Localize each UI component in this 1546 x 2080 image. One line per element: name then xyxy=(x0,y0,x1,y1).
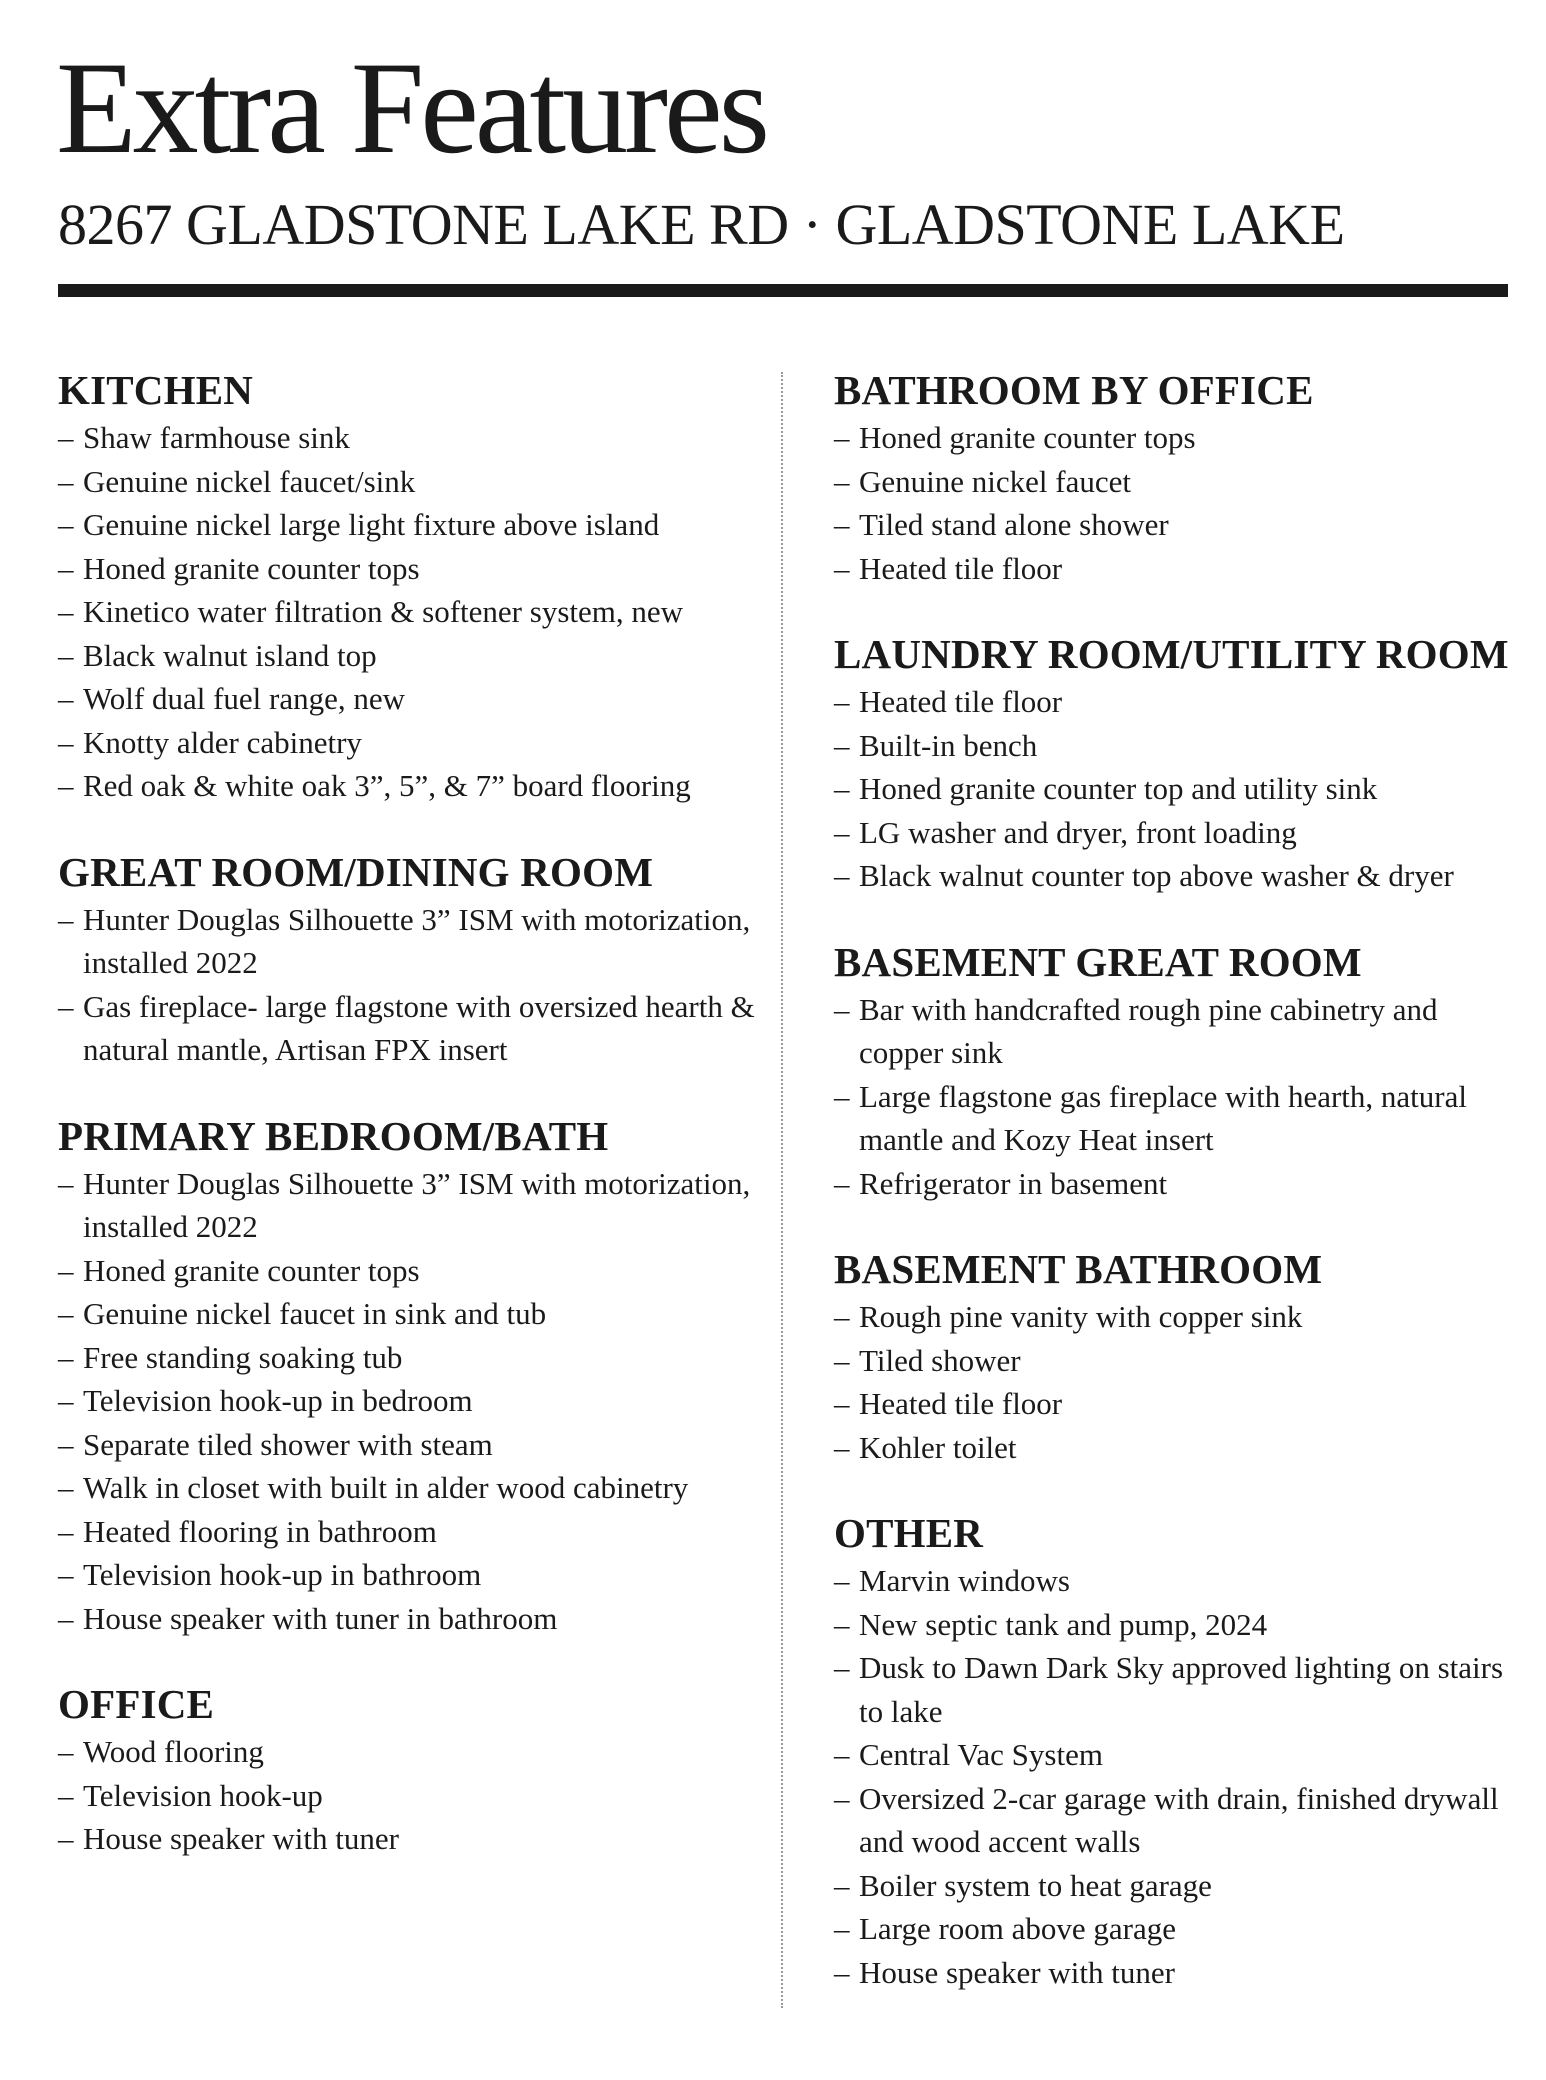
section-heading: KITCHEN xyxy=(58,367,254,413)
header-rule xyxy=(58,284,1508,297)
list-item: – Hunter Douglas Silhouette 3” ISM with motorization, installed 2022 xyxy=(58,898,758,985)
list-item: – Tiled shower xyxy=(834,1339,1510,1383)
list-item: – Black walnut island top xyxy=(58,634,758,678)
list-item: – Heated tile floor xyxy=(834,680,1510,724)
section-basement-bathroom xyxy=(834,1245,1510,1469)
list-item: – Heated tile floor xyxy=(834,1382,1510,1426)
list-item: – Refrigerator in basement xyxy=(834,1162,1510,1206)
section-basement-great-room xyxy=(834,938,1510,1206)
list-item: – Kinetico water filtration & softener system, new xyxy=(58,590,758,634)
section-bathroom-by-office xyxy=(834,366,1510,590)
section-heading: OTHER xyxy=(834,1510,984,1556)
list-item: – Red oak & white oak 3”, 5”, & 7” board flooring xyxy=(58,764,758,808)
list-item: – Kohler toilet xyxy=(834,1426,1510,1470)
list-item: – Large flagstone gas fireplace with hearth, natural mantle and Kozy Heat insert xyxy=(834,1075,1510,1162)
list-item: – Gas fireplace- large flagstone with oversized hearth & natural mantle, Artisan FPX insert xyxy=(58,985,758,1072)
list-item: – Heated tile floor xyxy=(834,547,1510,591)
list-item: – Genuine nickel faucet in sink and tub xyxy=(58,1292,758,1336)
list-item: – Wolf dual fuel range, new xyxy=(58,677,758,721)
section-heading: BATHROOM BY OFFICE xyxy=(834,367,1314,413)
list-item: – Shaw farmhouse sink xyxy=(58,416,758,460)
list-item: – Television hook-up xyxy=(58,1774,758,1818)
section-heading: GREAT ROOM/DINING ROOM xyxy=(58,848,654,895)
section-primary-bedroom-bath xyxy=(58,1112,758,1641)
page-title: Extra Features xyxy=(56,34,767,181)
list-item: – Knotty alder cabinetry xyxy=(58,721,758,765)
list-item: – Genuine nickel large light fixture above island xyxy=(58,503,758,547)
list-item: – Wood flooring xyxy=(58,1730,758,1774)
property-address: 8267 GLADSTONE LAKE RD · GLADSTONE LAKE xyxy=(58,192,1345,257)
section-great-room-dining-room xyxy=(58,848,758,1072)
list-item: – LG washer and dryer, front loading xyxy=(834,811,1510,855)
list-item: – Walk in closet with built in alder wood cabinetry xyxy=(58,1466,758,1510)
list-item: – New septic tank and pump, 2024 xyxy=(834,1603,1510,1647)
list-item: – Tiled stand alone shower xyxy=(834,503,1510,547)
right-column xyxy=(834,366,1510,2034)
list-item: – Honed granite counter top and utility sink xyxy=(834,767,1510,811)
list-item: – Marvin windows xyxy=(834,1559,1510,1603)
feature-list xyxy=(58,1162,758,1641)
list-item: – Large room above garage xyxy=(834,1907,1510,1951)
list-item: – Oversized 2-car garage with drain, finished drywall and wood accent walls xyxy=(834,1777,1510,1864)
list-item: – Bar with handcrafted rough pine cabinetry and copper sink xyxy=(834,988,1510,1075)
section-heading: OFFICE xyxy=(58,1681,215,1727)
list-item: – Central Vac System xyxy=(834,1733,1510,1777)
list-item: – Genuine nickel faucet/sink xyxy=(58,460,758,504)
list-item: – Heated flooring in bathroom xyxy=(58,1510,758,1554)
section-office xyxy=(58,1680,758,1861)
feature-list xyxy=(834,988,1510,1206)
section-other xyxy=(834,1509,1510,1994)
list-item: – Honed granite counter tops xyxy=(58,547,758,591)
list-item: – Boiler system to heat garage xyxy=(834,1864,1510,1908)
left-column xyxy=(58,366,758,1901)
feature-list xyxy=(834,680,1510,898)
feature-list xyxy=(58,898,758,1072)
section-kitchen xyxy=(58,366,758,808)
section-heading: PRIMARY BEDROOM/BATH xyxy=(58,1112,609,1159)
list-item: – Rough pine vanity with copper sink xyxy=(834,1295,1510,1339)
list-item: – Genuine nickel faucet xyxy=(834,460,1510,504)
list-item: – Dusk to Dawn Dark Sky approved lighting on stairs to lake xyxy=(834,1646,1510,1733)
list-item: – Free standing soaking tub xyxy=(58,1336,758,1380)
list-item: – Separate tiled shower with steam xyxy=(58,1423,758,1467)
list-item: – House speaker with tuner xyxy=(58,1817,758,1861)
list-item: – House speaker with tuner xyxy=(834,1951,1510,1995)
feature-list xyxy=(834,1559,1510,1994)
list-item: – House speaker with tuner in bathroom xyxy=(58,1597,758,1641)
list-item: – Built-in bench xyxy=(834,724,1510,768)
feature-list xyxy=(58,416,758,808)
section-heading: BASEMENT BATHROOM xyxy=(834,1246,1323,1292)
list-item: – Black walnut counter top above washer & dryer xyxy=(834,854,1510,898)
feature-list xyxy=(834,416,1510,590)
list-item: – Honed granite counter tops xyxy=(58,1249,758,1293)
section-laundry-room-utility-room xyxy=(834,630,1510,898)
feature-list xyxy=(834,1295,1510,1469)
list-item: – Hunter Douglas Silhouette 3” ISM with motorization, installed 2022 xyxy=(58,1162,758,1249)
list-item: – Television hook-up in bedroom xyxy=(58,1379,758,1423)
column-divider xyxy=(781,372,783,2008)
list-item: – Honed granite counter tops xyxy=(834,416,1510,460)
section-heading: BASEMENT GREAT ROOM xyxy=(834,938,1362,985)
section-heading: LAUNDRY ROOM/UTILITY ROOM xyxy=(834,631,1509,677)
feature-list xyxy=(58,1730,758,1861)
list-item: – Television hook-up in bathroom xyxy=(58,1553,758,1597)
